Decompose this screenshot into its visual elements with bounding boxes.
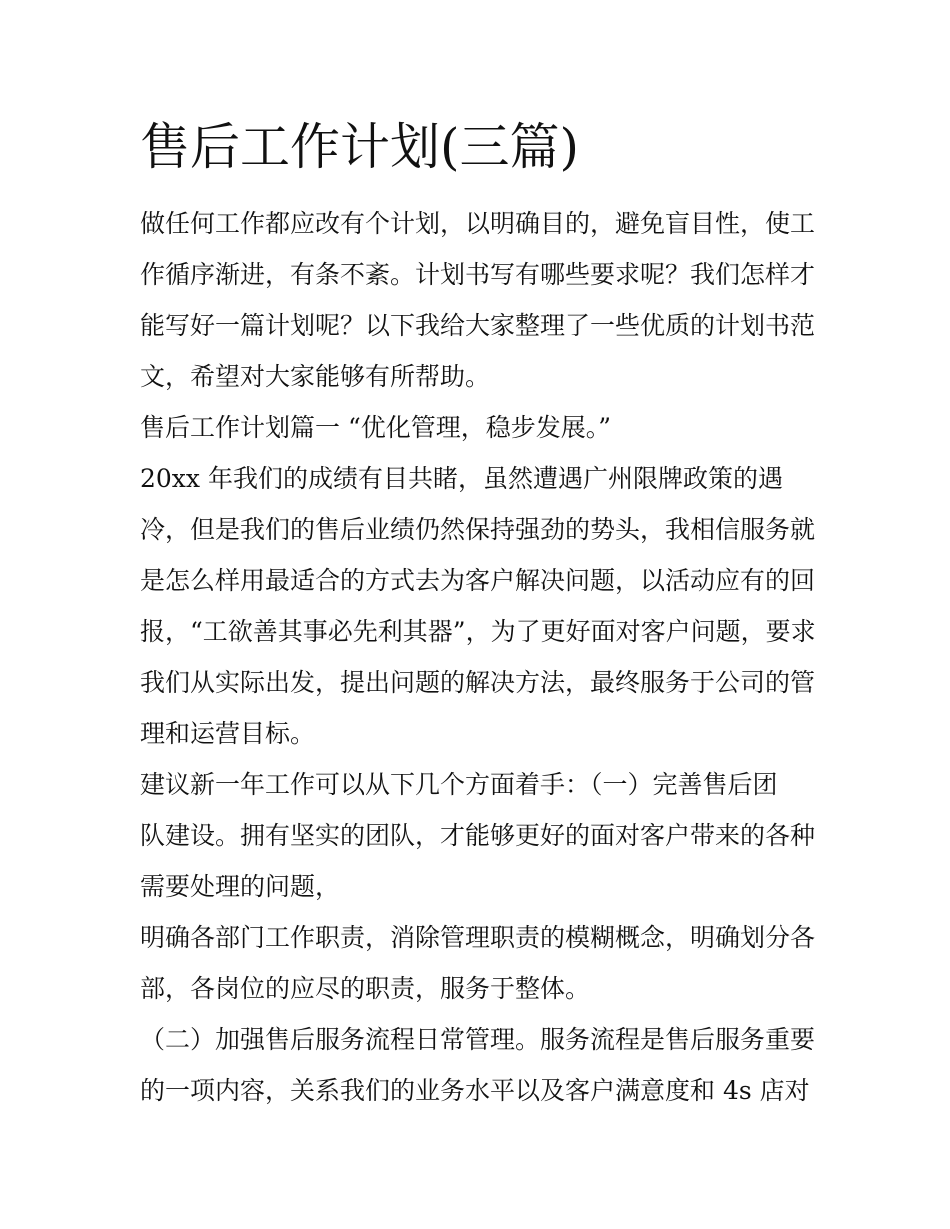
body-line: 能写好一篇计划呢？以下我给大家整理了一些优质的计划书范 xyxy=(140,311,816,340)
document-body xyxy=(140,198,820,1116)
body-line: 明确各部门工作职责，消除管理职责的模糊概念，明确划分各 xyxy=(140,923,816,952)
body-line: 部，各岗位的应尽的职责，服务于整体。 xyxy=(140,974,591,1003)
body-line: 的一项内容，关系我们的业务水平以及客户满意度和 4s 店对 xyxy=(140,1076,810,1105)
body-line: 20xx 年我们的成绩有目共睹，虽然遭遇广州限牌政策的遇 xyxy=(140,464,783,493)
body-line: 文，希望对大家能够有所帮助。 xyxy=(140,362,491,391)
body-line: 是怎么样用最适合的方式去为客户解决问题，以活动应有的回 xyxy=(140,566,816,595)
body-line: 我们从实际出发，提出问题的解决方法，最终服务于公司的管 xyxy=(140,668,816,697)
body-line: （二）加强售后服务流程日常管理。服务流程是售后服务重要 xyxy=(140,1025,816,1054)
body-line: 作循序渐进，有条不紊。计划书写有哪些要求呢？我们怎样才 xyxy=(140,260,816,289)
body-line: 理和运营目标。 xyxy=(140,719,316,748)
body-line: 报，“工欲善其事必先利其器”，为了更好面对客户问题，要求 xyxy=(140,617,816,646)
body-line: 做任何工作都应改有个计划，以明确目的，避免盲目性，使工 xyxy=(140,209,816,238)
body-line: 冷，但是我们的售后业绩仍然保持强劲的势头，我相信服务就 xyxy=(140,515,816,544)
body-line: 建议新一年工作可以从下几个方面着手：（一）完善售后团 xyxy=(140,770,778,799)
section-heading-line: 售后工作计划篇一 “优化管理，稳步发展。” xyxy=(140,413,612,442)
body-line: 队建设。拥有坚实的团队，才能够更好的面对客户带来的各种 xyxy=(140,821,816,850)
document-title: 售后工作计划(三篇) xyxy=(140,118,580,176)
body-line: 需要处理的问题， xyxy=(140,872,341,901)
